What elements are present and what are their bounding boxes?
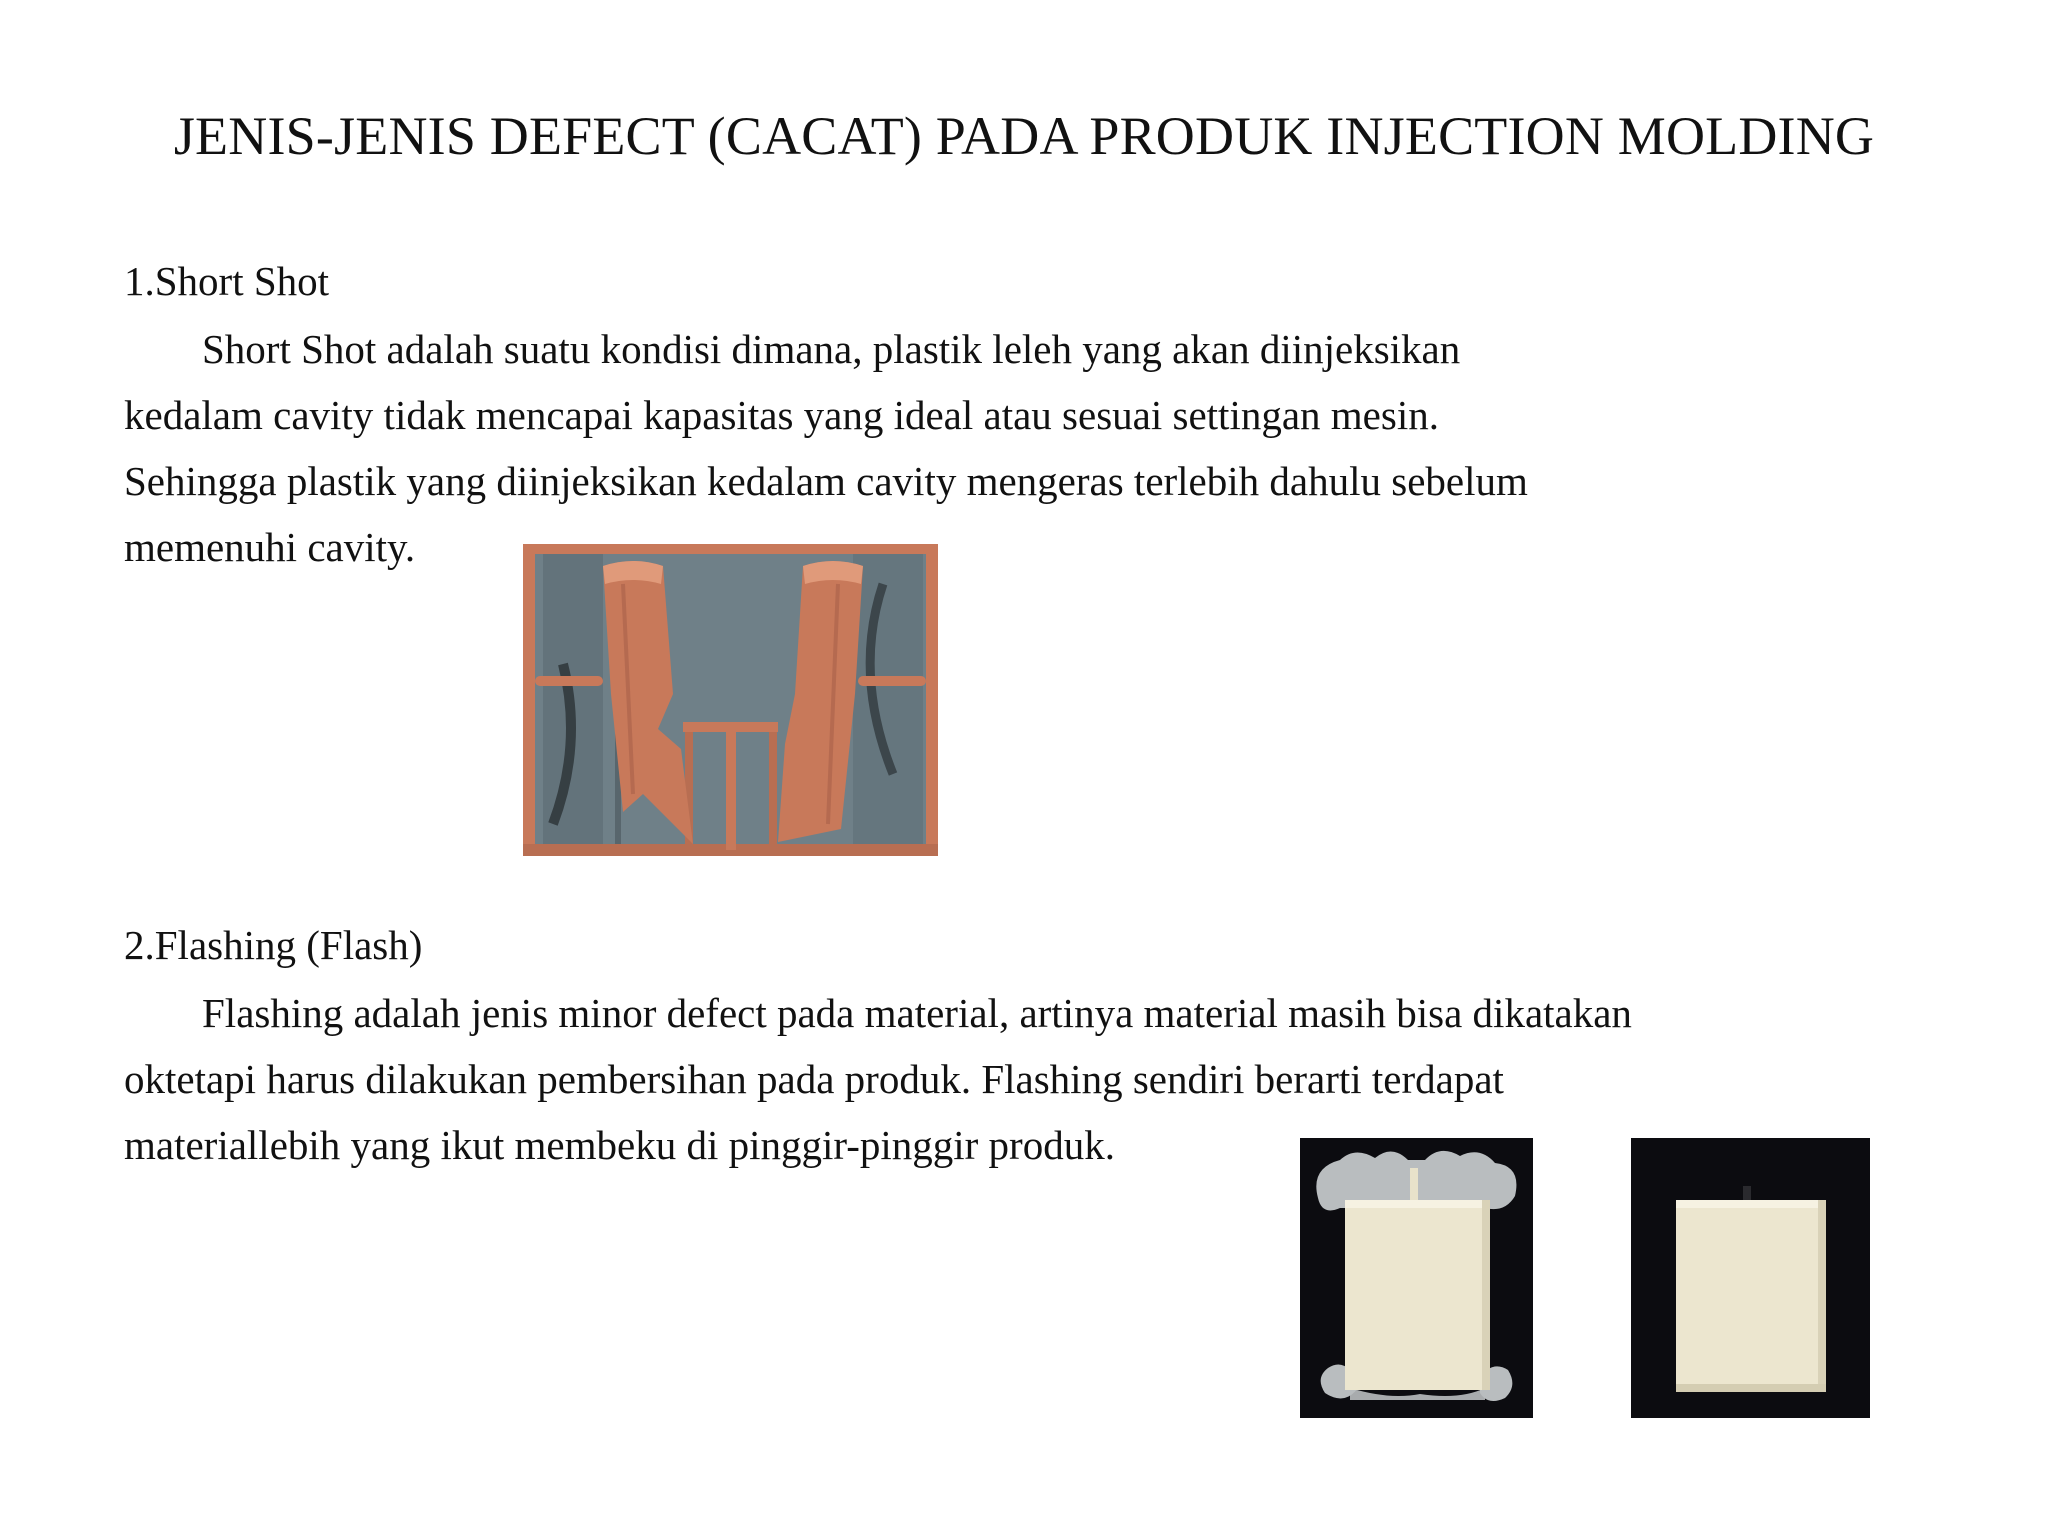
slide-title: JENIS-JENIS DEFECT (CACAT) PADA PRODUK INJECTION MOLDING: [173, 106, 1875, 166]
text-line: memenuhi cavity.: [124, 524, 416, 570]
flash-defect-illustration: [1300, 1138, 1533, 1418]
text-line: Short Shot adalah suatu kondisi dimana, plastik leleh yang akan diinjeksikan: [202, 326, 1461, 372]
text-line: Flashing adalah jenis minor defect pada material, artinya material masih bisa dikatakan: [202, 990, 1632, 1036]
section-heading-short-shot: 1.Short Shot: [124, 258, 330, 304]
clean-part-photo: [1631, 1138, 1870, 1418]
clean-part-illustration: [1631, 1138, 1870, 1418]
short-shot-photo: [523, 544, 938, 856]
text-line: oktetapi harus dilakukan pembersihan pada produk. Flashing sendiri berarti terdapat: [124, 1056, 1504, 1102]
text-line: materiallebih yang ikut membeku di pinggir-pinggir produk.: [124, 1122, 1115, 1168]
text-line: Sehingga plastik yang diinjeksikan kedalam cavity mengeras terlebih dahulu sebelum: [124, 458, 1528, 504]
text-line: kedalam cavity tidak mencapai kapasitas yang ideal atau sesuai settingan mesin.: [124, 392, 1439, 438]
short-shot-description: [124, 316, 1528, 580]
flash-defect-photo: [1300, 1138, 1533, 1418]
section-heading-flashing: 2.Flashing (Flash): [124, 922, 423, 968]
short-shot-illustration: [523, 544, 938, 856]
